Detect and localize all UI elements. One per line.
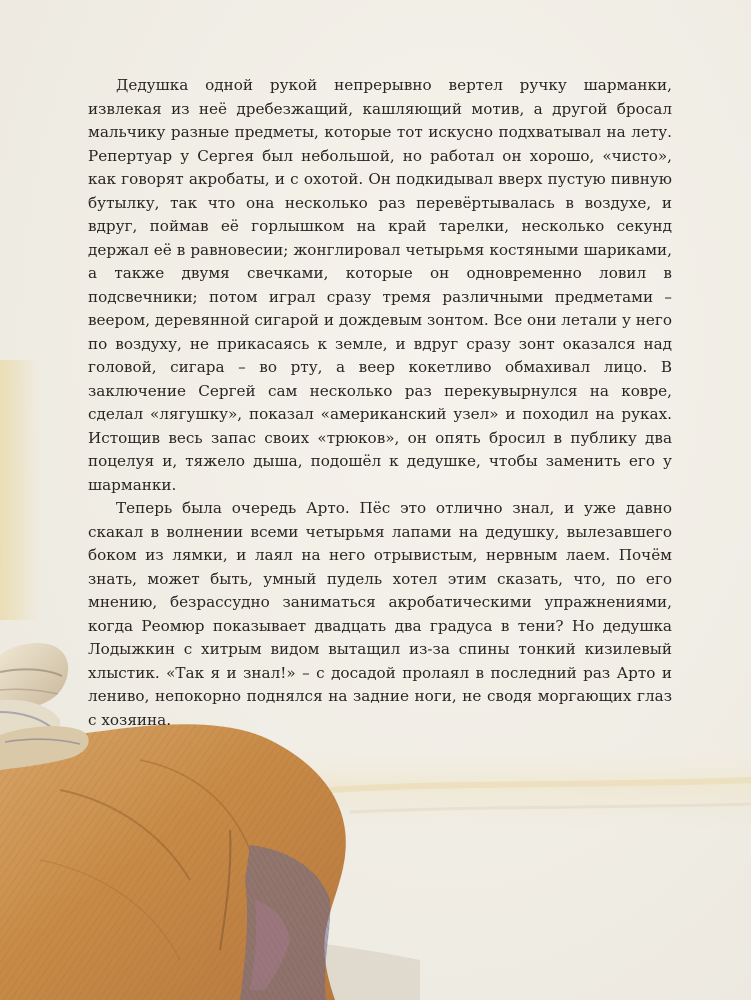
story-text bbox=[88, 74, 672, 732]
paragraph-2: Теперь была очередь Арто. Пёс это отлично знал, и уже давно скакал в волнении всеми четырьмя лапами на дедушку, вылезавшего боком из лямки, и лаял на него отрывистым, нервным лаем. Почём знать, может быть, умный пудель хотел этим сказать, что, по его мнению, безрассудно заниматься акробатическими упражнениями, когда Реомюр показывает двадцать два градуса в тени? Но дедушка Лодыжкин с хитрым видом вытащил из-за спины тонкий кизилевый хлыстик. «Так я и знал!» – с досадой пролаял в последний раз Арто и лениво, непокорно поднялся на задние ноги, не сводя моргающих глаз с хозяина. bbox=[88, 499, 672, 729]
left-edge-tint bbox=[0, 360, 40, 620]
paragraph-1: Дедушка одной рукой непрерывно вертел ручку шарманки, извлекая из неё дребезжащий, кашляющий мотив, а другой бросал мальчику разные предметы, которые тот искусно подхватывал на лету. Репертуар у Сергея был небольшой, но работал он хорошо, «чисто», как говорят акробаты, и с охотой. Он подкидывал вверх пустую пивную бутылку, так что она несколько раз перевёртывалась в воздухе, и вдруг, поймав её горлышком на край тарелки, несколько секунд держал её в равновесии; жонглировал четырьмя костяными шариками, а также двумя свечками, которые он одновременно ловил в подсвечники; потом играл сразу тремя различными предметами – веером, деревянной сигарой и дождевым зонтом. Все они летали у него по воздуху, не прикасаясь к земле, и вдруг сразу зонт оказался над головой, сигара – во рту, а веер кокетливо обмахивал лицо. В заключение Сергей сам несколько раз перекувырнулся на ковре, сделал «лягушку», показал «американский узел» и походил на руках. Истощив весь запас своих «трюков», он опять бросил в публику два поцелуя и, тяжело дыша, подошёл к дедушке, чтобы заменить его у шарманки. bbox=[88, 76, 672, 494]
hat-shape bbox=[0, 643, 68, 709]
